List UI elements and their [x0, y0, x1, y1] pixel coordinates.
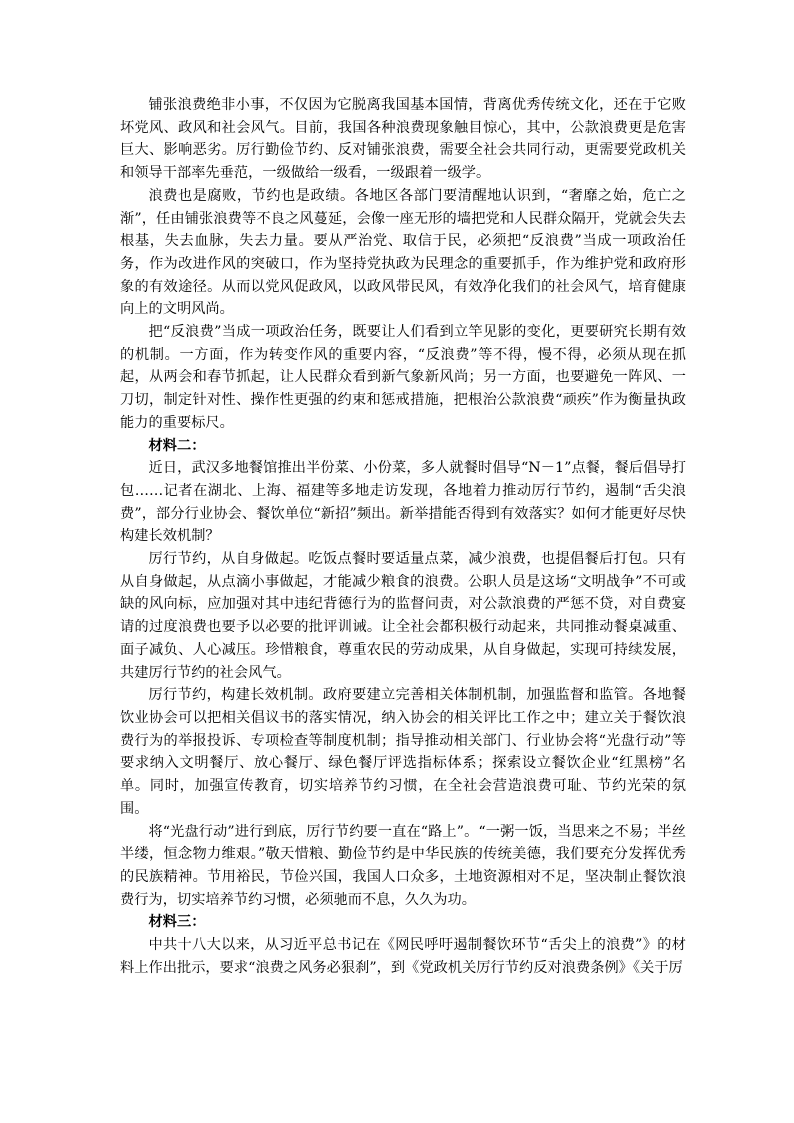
paragraph-2: 浪费也是腐败，节约也是政绩。各地区各部门要清醒地认识到，“奢靡之始，危亡之渐”，任由铺张浪费等不良之风蔓延，会像一座无形的墙把党和人民群众隔开，党就会失去根基，失去血脉，失去力量。要从严治党、取信于民，必须把“反浪费”当成一项政治任务，作为改进作风的突破口，作为坚持党执政为民理念的重要抓手，作为维护党和政府形象的有效途径。从而以党风促政风，以政风带民风，有效净化我们的社会风气，培育健康向上的文明风尚。	[120, 187, 686, 318]
paragraph-8: 中共十八大以来，从习近平总书记在《网民呼吁遏制餐饮环节“舌尖上的浪费”》的材料上作出批示，要求“浪费之风务必狠刹”，到《党政机关厉行节约反对浪费条例》《关于厉	[120, 937, 686, 976]
paragraph-6: 厉行节约，构建长效机制。政府要建立完善相关体制机制，加强监督和监管。各地餐饮业协会可以把相关倡议书的落实情况，纳入协会的相关评比工作之中；建立关于餐饮浪费行为的举报投诉、专项检查等制度机制；指导推动相关部门、行业协会将“光盘行动”等要求纳入文明餐厅、放心餐厅、绿色餐厅评选指标体系；探索设立餐饮企业“红黑榜”名单。同时，加强宣传教育，切实培养节约习惯，在全社会营造浪费可耻、节约光荣的氛围。	[120, 687, 686, 817]
paragraph-3: 把“反浪费”当成一项政治任务，既要让人们看到立竿见影的变化，更要研究长期有效的机制。一方面，作为转变作风的重要内容，“反浪费”等不得，慢不得，必须从现在抓起，从两会和春节抓起，让人民群众看到新气象新风尚；另一方面，也要避免一阵风、一刀切，制定针对性、操作性更强的约束和惩戒措施，把根治公款浪费“顽疾”作为衡量执政能力的重要标尺。	[120, 324, 686, 431]
section-heading-material-2: 材料二：	[148, 437, 206, 454]
paragraph-5: 厉行节约，从自身做起。吃饭点餐时要适量点菜，减少浪费，也提倡餐后打包。只有从自身做起，从点滴小事做起，才能减少粮食的浪费。公职人员是这场“文明战争”不可或缺的风向标，应加强对其中违纪背德行为的监督问责，对公款浪费的严惩不贷，对自费宴请的过度浪费也要予以必要的批评训诫。让全社会都积极行动起来，共同推动餐桌减重、面子减负、人心减压。珍惜粮食，尊重农民的劳动成果，从自身做起，实现可持续发展，共建厉行节约的社会风气。	[120, 551, 686, 681]
section-heading-material-3: 材料三：	[148, 914, 206, 931]
paragraph-1: 铺张浪费绝非小事，不仅因为它脱离我国基本国情，背离优秀传统文化，还在于它败坏党风、政风和社会风气。目前，我国各种浪费现象触目惊心，其中，公款浪费更是危害巨大、影响恶劣。厉行勤俭节约、反对铺张浪费，需要全社会共同行动，更需要党政机关和领导干部率先垂范，一级做给一级看，一级跟着一级学。	[120, 97, 686, 182]
paragraph-4: 近日，武汉多地餐馆推出半份菜、小份菜，多人就餐时倡导“N－1”点餐，餐后倡导打包……记者在湖北、上海、福建等多地走访发现，各地着力推动厉行节约，遏制“舌尖浪费”，部分行业协会、餐饮单位“新招”频出。新举措能否得到有效落实？如何才能更好尽快构建长效机制？	[120, 460, 686, 545]
paragraph-7: 将“光盘行动”进行到底，厉行节约要一直在“路上”。“一粥一饭，当思来之不易；半丝半缕，恒念物力维艰。”敬天惜粮、勤俭节约是中华民族的传统美德，我们要充分发挥优秀的民族精神。节用裕民，节俭兴国，我国人口众多，土地资源相对不足，坚决制止餐饮浪费行为，切实培养节约习惯，必须驰而不息，久久为功。	[120, 823, 686, 908]
document-page	[120, 94, 686, 979]
